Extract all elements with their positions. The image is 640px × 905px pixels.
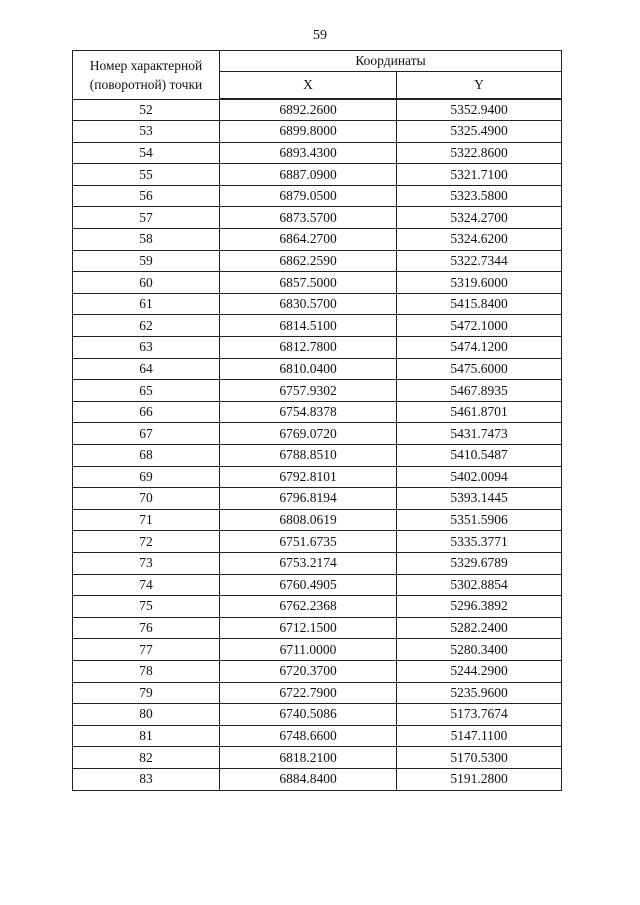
x-coordinate-cell: 6748.6600 <box>220 725 397 747</box>
point-number-cell: 65 <box>73 380 220 402</box>
y-coordinate-cell: 5319.6000 <box>397 272 562 294</box>
point-number-cell: 70 <box>73 488 220 510</box>
x-coordinate-cell: 6792.8101 <box>220 466 397 488</box>
y-coordinate-cell: 5335.3771 <box>397 531 562 553</box>
x-coordinate-cell: 6873.5700 <box>220 207 397 229</box>
point-number-cell: 59 <box>73 250 220 272</box>
y-coordinate-cell: 5235.9600 <box>397 682 562 704</box>
x-coordinate-cell: 6857.5000 <box>220 272 397 294</box>
table-row <box>73 704 562 726</box>
y-coordinate-cell: 5296.3892 <box>397 596 562 618</box>
point-number-cell: 72 <box>73 531 220 553</box>
point-number-cell: 75 <box>73 596 220 618</box>
table-row <box>73 185 562 207</box>
point-number-cell: 61 <box>73 293 220 315</box>
table-row <box>73 682 562 704</box>
x-coordinate-cell: 6884.8400 <box>220 768 397 790</box>
y-coordinate-cell: 5321.7100 <box>397 164 562 186</box>
point-number-cell: 57 <box>73 207 220 229</box>
point-number-cell: 52 <box>73 99 220 121</box>
table-row <box>73 142 562 164</box>
y-coordinate-cell: 5191.2800 <box>397 768 562 790</box>
x-coordinate-cell: 6808.0619 <box>220 509 397 531</box>
point-number-cell: 69 <box>73 466 220 488</box>
coordinates-table <box>72 50 562 791</box>
table-row <box>73 380 562 402</box>
table-row <box>73 639 562 661</box>
header-y: Y <box>397 72 562 100</box>
y-coordinate-cell: 5461.8701 <box>397 401 562 423</box>
table-row <box>73 531 562 553</box>
table-row <box>73 293 562 315</box>
header-x: X <box>220 72 397 100</box>
point-number-cell: 60 <box>73 272 220 294</box>
table-row <box>73 552 562 574</box>
point-number-cell: 58 <box>73 229 220 251</box>
y-coordinate-cell: 5329.6789 <box>397 552 562 574</box>
y-coordinate-cell: 5170.5300 <box>397 747 562 769</box>
y-coordinate-cell: 5472.1000 <box>397 315 562 337</box>
y-coordinate-cell: 5352.9400 <box>397 99 562 121</box>
y-coordinate-cell: 5147.1100 <box>397 725 562 747</box>
table-row <box>73 660 562 682</box>
page-number: 59 <box>313 28 327 43</box>
x-coordinate-cell: 6754.8378 <box>220 401 397 423</box>
table-row <box>73 164 562 186</box>
x-coordinate-cell: 6810.0400 <box>220 358 397 380</box>
x-coordinate-cell: 6753.2174 <box>220 552 397 574</box>
y-coordinate-cell: 5474.1200 <box>397 337 562 359</box>
x-coordinate-cell: 6887.0900 <box>220 164 397 186</box>
y-coordinate-cell: 5415.8400 <box>397 293 562 315</box>
y-coordinate-cell: 5475.6000 <box>397 358 562 380</box>
table-row <box>73 509 562 531</box>
point-number-cell: 66 <box>73 401 220 423</box>
y-coordinate-cell: 5173.7674 <box>397 704 562 726</box>
point-number-cell: 74 <box>73 574 220 596</box>
point-number-cell: 64 <box>73 358 220 380</box>
x-coordinate-cell: 6830.5700 <box>220 293 397 315</box>
header-coordinates: Координаты <box>220 51 562 72</box>
x-coordinate-cell: 6711.0000 <box>220 639 397 661</box>
y-coordinate-cell: 5325.4900 <box>397 121 562 143</box>
y-coordinate-cell: 5244.2900 <box>397 660 562 682</box>
x-coordinate-cell: 6818.2100 <box>220 747 397 769</box>
point-number-cell: 76 <box>73 617 220 639</box>
y-coordinate-cell: 5324.6200 <box>397 229 562 251</box>
point-number-cell: 77 <box>73 639 220 661</box>
table-row <box>73 768 562 790</box>
y-coordinate-cell: 5322.7344 <box>397 250 562 272</box>
table-row <box>73 725 562 747</box>
table-row <box>73 121 562 143</box>
table-row <box>73 207 562 229</box>
table-row <box>73 401 562 423</box>
y-coordinate-cell: 5323.5800 <box>397 185 562 207</box>
point-number-cell: 78 <box>73 660 220 682</box>
point-number-cell: 54 <box>73 142 220 164</box>
point-number-cell: 83 <box>73 768 220 790</box>
point-number-cell: 68 <box>73 445 220 467</box>
table-row <box>73 315 562 337</box>
x-coordinate-cell: 6740.5086 <box>220 704 397 726</box>
y-coordinate-cell: 5431.7473 <box>397 423 562 445</box>
y-coordinate-cell: 5402.0094 <box>397 466 562 488</box>
x-coordinate-cell: 6893.4300 <box>220 142 397 164</box>
table-row <box>73 596 562 618</box>
x-coordinate-cell: 6722.7900 <box>220 682 397 704</box>
table-body <box>73 99 562 790</box>
point-number-cell: 53 <box>73 121 220 143</box>
x-coordinate-cell: 6899.8000 <box>220 121 397 143</box>
table-row <box>73 488 562 510</box>
x-coordinate-cell: 6751.6735 <box>220 531 397 553</box>
point-number-cell: 63 <box>73 337 220 359</box>
y-coordinate-cell: 5280.3400 <box>397 639 562 661</box>
x-coordinate-cell: 6862.2590 <box>220 250 397 272</box>
y-coordinate-cell: 5302.8854 <box>397 574 562 596</box>
point-number-cell: 71 <box>73 509 220 531</box>
x-coordinate-cell: 6879.0500 <box>220 185 397 207</box>
x-coordinate-cell: 6769.0720 <box>220 423 397 445</box>
y-coordinate-cell: 5351.5906 <box>397 509 562 531</box>
table-row <box>73 358 562 380</box>
y-coordinate-cell: 5393.1445 <box>397 488 562 510</box>
table-row <box>73 272 562 294</box>
point-number-cell: 67 <box>73 423 220 445</box>
point-number-cell: 80 <box>73 704 220 726</box>
x-coordinate-cell: 6892.2600 <box>220 99 397 121</box>
x-coordinate-cell: 6788.8510 <box>220 445 397 467</box>
point-number-cell: 82 <box>73 747 220 769</box>
point-number-cell: 79 <box>73 682 220 704</box>
x-coordinate-cell: 6720.3700 <box>220 660 397 682</box>
point-number-cell: 81 <box>73 725 220 747</box>
y-coordinate-cell: 5282.2400 <box>397 617 562 639</box>
x-coordinate-cell: 6864.2700 <box>220 229 397 251</box>
x-coordinate-cell: 6762.2368 <box>220 596 397 618</box>
header-point-number: Номер характерной (поворотной) точки <box>73 51 220 100</box>
x-coordinate-cell: 6814.5100 <box>220 315 397 337</box>
y-coordinate-cell: 5467.8935 <box>397 380 562 402</box>
table-row <box>73 747 562 769</box>
y-coordinate-cell: 5324.2700 <box>397 207 562 229</box>
x-coordinate-cell: 6712.1500 <box>220 617 397 639</box>
x-coordinate-cell: 6796.8194 <box>220 488 397 510</box>
x-coordinate-cell: 6812.7800 <box>220 337 397 359</box>
table-row <box>73 617 562 639</box>
point-number-cell: 73 <box>73 552 220 574</box>
table-row <box>73 423 562 445</box>
table-row <box>73 445 562 467</box>
table-row <box>73 574 562 596</box>
y-coordinate-cell: 5322.8600 <box>397 142 562 164</box>
table-row <box>73 99 562 121</box>
table-row <box>73 250 562 272</box>
point-number-cell: 55 <box>73 164 220 186</box>
point-number-cell: 56 <box>73 185 220 207</box>
table-row <box>73 229 562 251</box>
x-coordinate-cell: 6757.9302 <box>220 380 397 402</box>
point-number-cell: 62 <box>73 315 220 337</box>
table-row <box>73 337 562 359</box>
table-row <box>73 466 562 488</box>
y-coordinate-cell: 5410.5487 <box>397 445 562 467</box>
x-coordinate-cell: 6760.4905 <box>220 574 397 596</box>
